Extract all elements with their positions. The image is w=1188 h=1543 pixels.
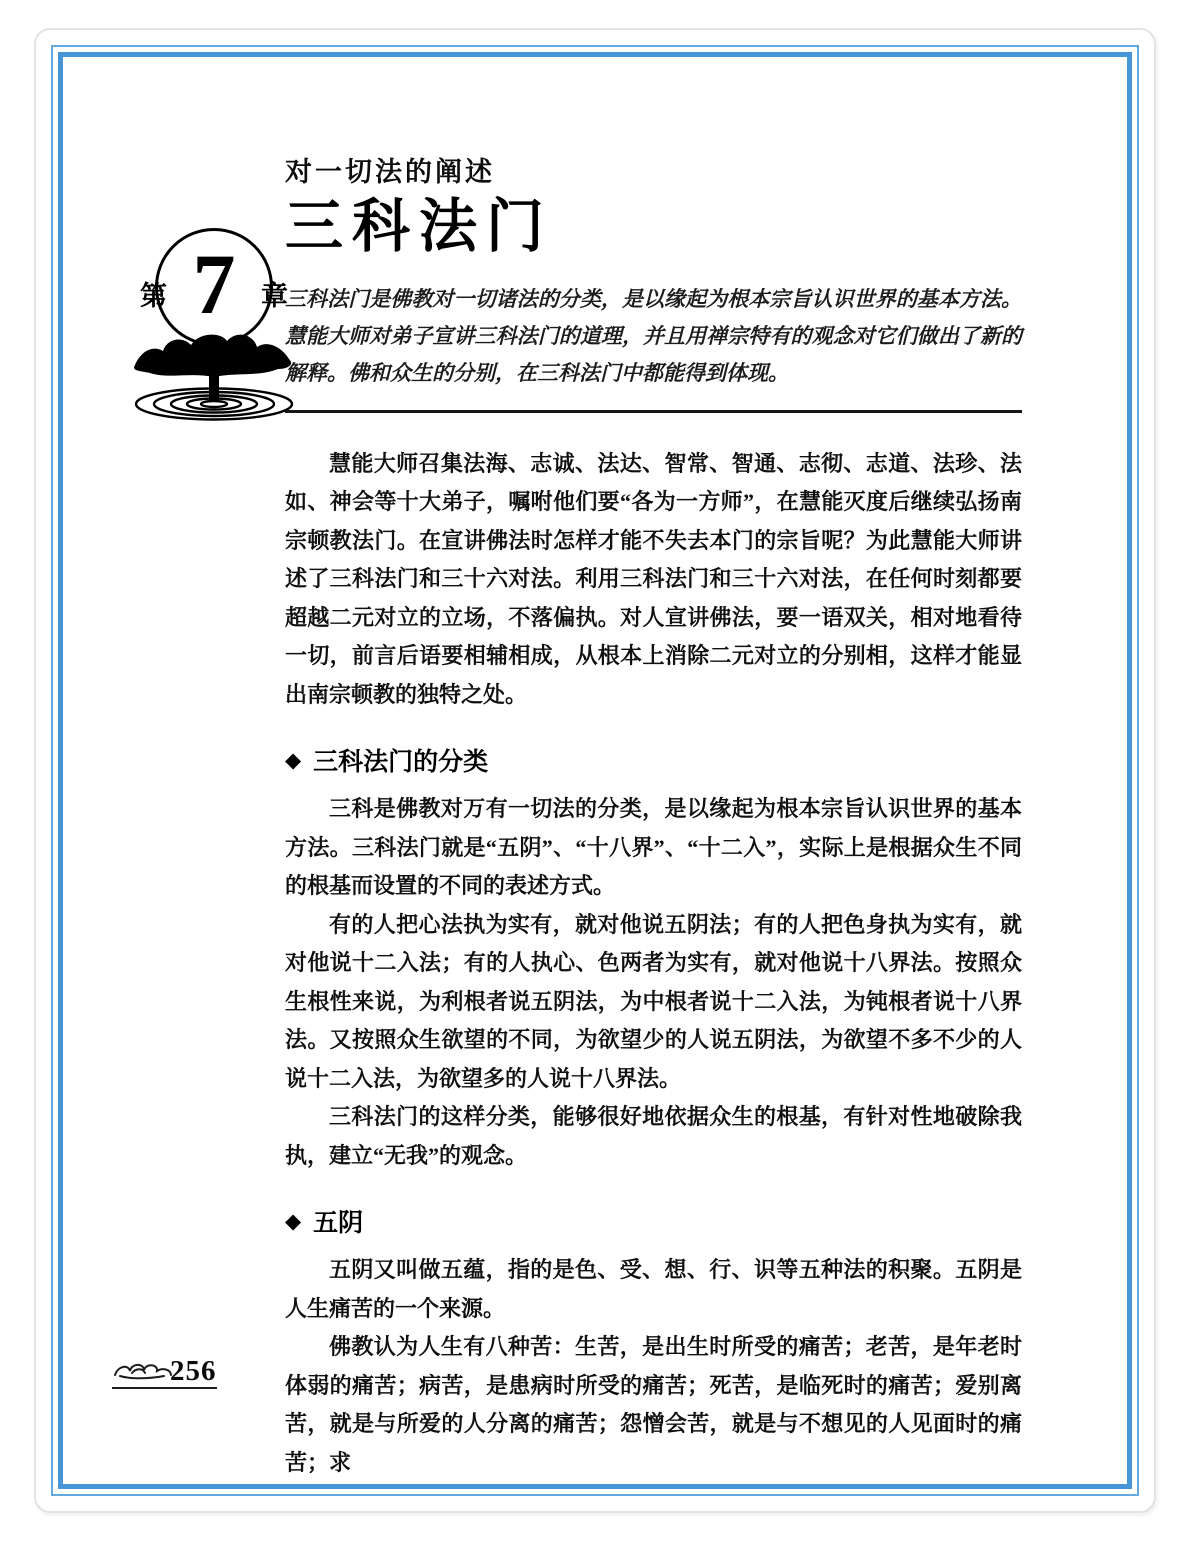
diamond-bullet-icon: ◆ — [285, 1208, 302, 1233]
section-heading-wuyin — [285, 1203, 1022, 1239]
header-divider — [285, 410, 1022, 413]
cloud-flourish-icon — [112, 1358, 174, 1384]
page-number: 256 — [170, 1355, 217, 1387]
body-paragraph: 三科是佛教对万有一切法的分类，是以缘起为根本宗旨认识世界的基本方法。三科法门就是“五阴”、“十八界”、“十二入”，实际上是根据众生不同的根基而设置的不同的表述方式。 — [285, 796, 1022, 899]
body-paragraph: 慧能大师召集法海、志诚、法达、智常、智通、志彻、志道、法珍、法如、神会等十大弟子，嘱咐他们要“各为一方师”，在慧能灭度后继续弘扬南宗顿教法门。在宣讲佛法时怎样才能不失去本门的宗旨呢？为此慧能大师讲述了三科法门和三十六对法。利用三科法门和三十六对法，在任何时刻都要超越二元对立的立场，不落偏执。对人宣讲佛法，要一语双关，相对地看待一切，前言后语要相辅相成，从根本上消除二元对立的分别相，这样才能显出南宗顿教的独特之处。 — [285, 450, 1022, 707]
book-page — [34, 28, 1156, 1513]
chapter-kicker: 对一切法的阐述 — [285, 157, 495, 187]
body-paragraph: 三科法门的这样分类，能够很好地依据众生的根基，有针对性地破除我执，建立“无我”的观念。 — [285, 1104, 1022, 1168]
page-content — [285, 30, 1022, 1482]
chapter-number: 7 — [192, 236, 236, 332]
body-paragraph: 佛教认为人生有八种苦：生苦，是出生时所受的痛苦；老苦，是年老时体弱的痛苦；病苦，是患病时所受的痛苦；死苦，是临死时的痛苦；爱别离苦，就是与所爱的人分离的痛苦；怨憎会苦，就是与不想见的人见面时的痛苦；求 — [285, 1334, 1022, 1475]
body-paragraph: 五阴又叫做五蕴，指的是色、受、想、行、识等五种法的积聚。五阴是人生痛苦的一个来源。 — [285, 1257, 1022, 1321]
chapter-title: 三科法门 — [285, 194, 554, 259]
section-heading-sanke-classification — [285, 742, 1022, 778]
section-heading-label: 五阴 — [313, 1210, 364, 1238]
page-footer — [112, 1356, 217, 1389]
chapter-prefix-label: 第 — [140, 281, 167, 311]
diamond-bullet-icon: ◆ — [285, 747, 302, 772]
chapter-badge — [124, 228, 304, 426]
body-paragraph: 有的人把心法执为实有，就对他说五阴法；有的人把色身执为实有，就对他说十二入法；有的人执心、色两者为实有，就对他说十八界法。按照众生根性来说，为利根者说五阴法，为中根者说十二入法，为钝根者说十八界法。又按照众生欲望的不同，为欲望少的人说五阴法，为欲望不多不少的人说十二入法，为欲望多的人说十八界法。 — [285, 911, 1022, 1091]
section-heading-label: 三科法门的分类 — [313, 749, 489, 777]
chapter-suffix-label: 章 — [261, 281, 288, 311]
chapter-intro: 三科法门是佛教对一切诸法的分类，是以缘起为根本宗旨认识世界的基本方法。慧能大师对弟子宣讲三科法门的道理，并且用禅宗特有的观念对它们做出了新的解释。佛和众生的分别，在三科法门中都能得到体现。 — [285, 286, 1022, 385]
chapter-number-circle — [155, 228, 273, 346]
